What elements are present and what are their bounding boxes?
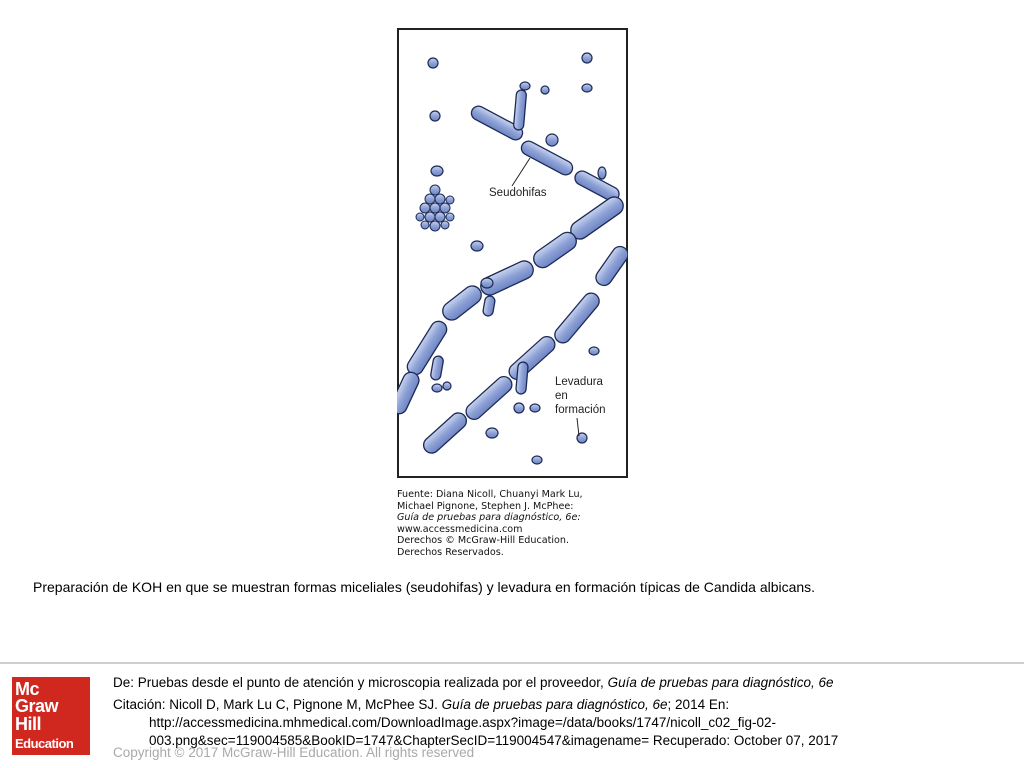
cite-prefix: Citación: Nicoll D, Mark Lu C, Pignone M, McPhee SJ. <box>113 697 442 712</box>
source-line: Guía de pruebas para diagnóstico, 6e: <box>397 512 581 524</box>
cite-suffix: ; 2014 En: <box>667 697 730 712</box>
label-en: en <box>555 390 568 402</box>
divider <box>0 662 1024 664</box>
citation-url-2: 003.png&sec=119004585&BookID=1747&ChapterSecID=119004547&imagename= Recuperado: October 07, 2017 <box>149 733 839 748</box>
source-line: Derechos Reservados. <box>397 546 504 558</box>
source-line: Derechos © McGraw-Hill Education. <box>397 535 570 547</box>
label-levadura: Levadura <box>555 376 603 388</box>
label-formacion: formación <box>555 404 606 416</box>
from-prefix: De: Pruebas desde el punto de atención y microscopia realizada por el proveedor, <box>113 675 608 690</box>
figure-caption: Preparación de KOH en que se muestran formas miceliales (seudohifas) y levadura en formación típicas de Candida albicans. <box>33 579 816 595</box>
source-line: Michael Pignone, Stephen J. McPhee: <box>397 500 574 512</box>
citation-cite <box>113 696 1013 714</box>
copyright: Copyright © 2017 McGraw-Hill Education. All rights reserved <box>113 745 475 760</box>
logo-line: Graw <box>15 696 59 716</box>
label-seudohifas: Seudohifas <box>489 187 547 199</box>
mcgraw-hill-logo <box>12 677 90 755</box>
from-title: Guía de pruebas para diagnóstico, 6e <box>607 675 834 690</box>
figure-source <box>397 489 628 563</box>
logo-line: Mc <box>15 679 40 699</box>
cite-title: Guía de pruebas para diagnóstico, 6e <box>441 697 668 712</box>
logo-line: Hill <box>15 714 42 734</box>
source-line: Fuente: Diana Nicoll, Chuanyi Mark Lu, <box>397 489 583 500</box>
citation-url-1: http://accessmedicina.mhmedical.com/DownloadImage.aspx?image=/data/books/1747/nicoll_c02_fig-02- <box>149 715 776 730</box>
citation-from <box>113 674 1013 692</box>
citation <box>113 674 1013 750</box>
source-line: www.accessmedicina.com <box>397 523 523 535</box>
logo-line: Education <box>15 736 74 751</box>
candida-illustration <box>397 28 628 478</box>
